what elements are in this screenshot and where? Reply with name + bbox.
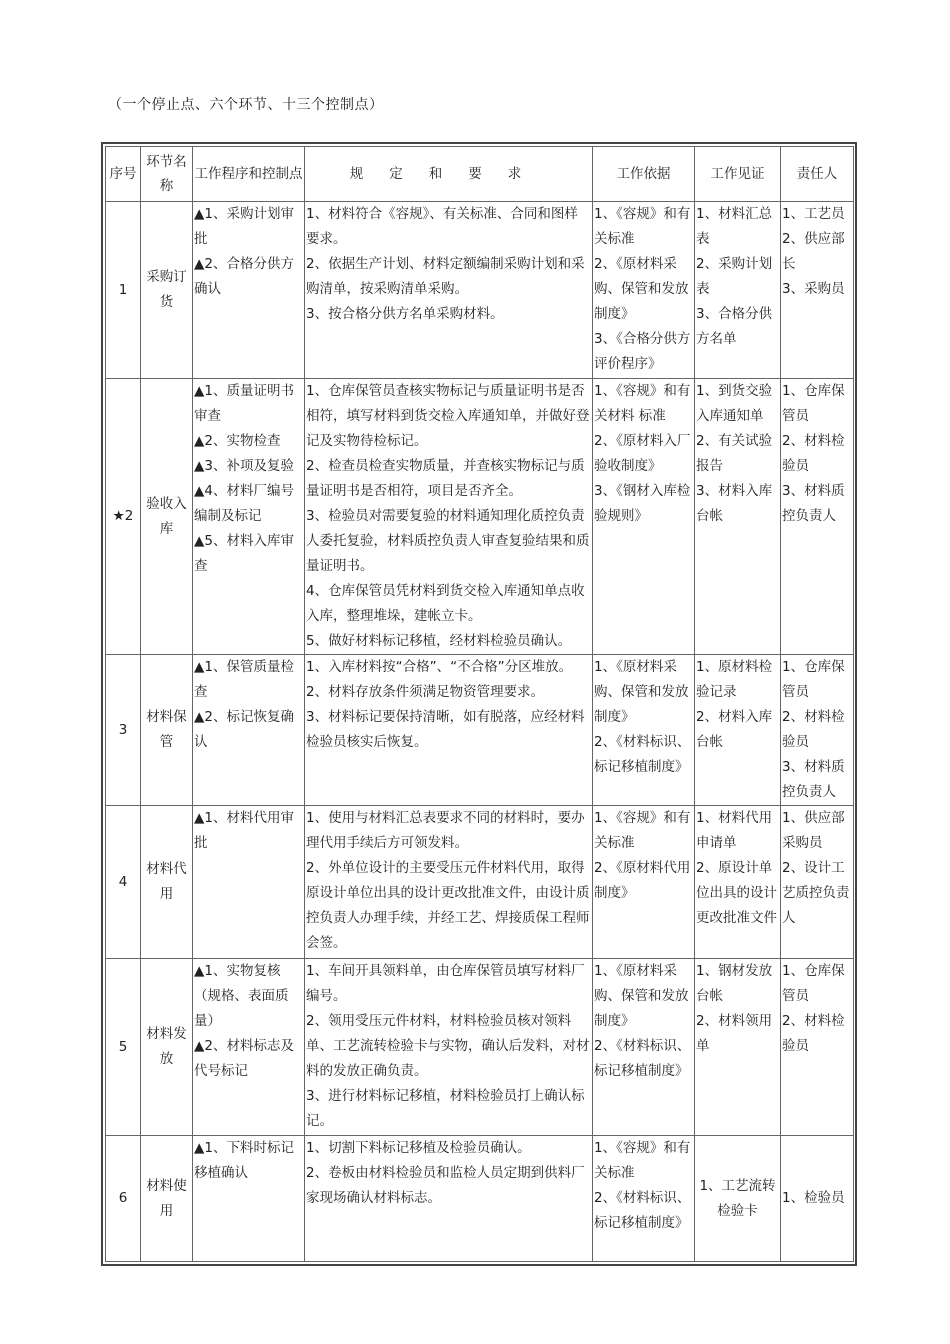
evidence-cell-line: 2、采购计划表 xyxy=(696,256,773,297)
basis-cell-line: 3、《钢材入库检验规则》 xyxy=(594,483,691,524)
procedure-cell-line: ▲4、材料厂编号编制及标记 xyxy=(194,483,294,524)
row-number-cell: 4 xyxy=(106,806,141,959)
responsible-cell-line: 2、材料检验员 xyxy=(782,709,845,750)
evidence-cell xyxy=(695,806,781,959)
basis-cell xyxy=(593,655,695,806)
row-number-cell: ★2 xyxy=(106,379,141,655)
responsible-cell-line: 2、供应部长 xyxy=(782,231,845,272)
requirements-cell-line: 2、卷板由材料检验员和监检人员定期到供料厂家现场确认材料标志。 xyxy=(306,1165,585,1206)
evidence-cell-line: 1、原材料检验记录 xyxy=(696,659,773,700)
responsible-cell-line: 3、材料质控负责人 xyxy=(782,483,845,524)
evidence-cell-line: 1、到货交验入库通知单 xyxy=(696,383,773,424)
procedure-cell xyxy=(193,959,305,1136)
responsible-cell-line: 1、供应部采购员 xyxy=(782,810,845,851)
requirements-cell xyxy=(305,379,593,655)
responsible-cell-line: 1、检验员 xyxy=(782,1190,845,1206)
basis-cell-line: 1、《容规》和有关材料 标准 xyxy=(594,383,691,424)
procedure-cell-line: ▲1、采购计划审批 xyxy=(194,206,294,247)
control-table xyxy=(105,146,854,1262)
procedure-cell xyxy=(193,202,305,379)
requirements-cell-line: 3、进行材料标记移植，材料检验员打上确认标记。 xyxy=(306,1088,585,1129)
requirements-cell-line: 3、按合格分供方名单采购材料。 xyxy=(306,306,504,322)
procedure-cell-line: ▲1、材料代用审批 xyxy=(194,810,294,851)
responsible-cell-line: 3、材料质控负责人 xyxy=(782,759,845,800)
header-procedure: 工作程序和控制点 xyxy=(193,147,305,202)
requirements-cell xyxy=(305,655,593,806)
requirements-cell xyxy=(305,202,593,379)
procedure-cell-line: ▲1、实物复核（规格、表面质量） xyxy=(194,963,289,1029)
header-row xyxy=(106,147,854,202)
requirements-cell-line: 1、入库材料按“合格”、“不合格”分区堆放。 xyxy=(306,659,573,675)
basis-cell-line: 1、《容规》和有关标准 xyxy=(594,810,691,851)
table-row xyxy=(106,1136,854,1262)
procedure-cell-line: ▲2、标记恢复确认 xyxy=(194,709,294,750)
procedure-cell-line: ▲1、保管质量检查 xyxy=(194,659,294,700)
basis-cell-line: 2、《原材料入厂验收制度》 xyxy=(594,433,691,474)
procedure-cell-line: ▲2、材料标志及代号标记 xyxy=(194,1038,294,1079)
stage-name-cell: 验收入库 xyxy=(141,379,193,655)
table-row xyxy=(106,379,854,655)
procedure-cell xyxy=(193,806,305,959)
requirements-cell-line: 2、依据生产计划、材料定额编制采购计划和采购清单，按采购清单采购。 xyxy=(306,256,585,297)
requirements-cell-line: 3、材料标记要保持清晰，如有脱落，应经材料检验员核实后恢复。 xyxy=(306,709,585,750)
basis-cell xyxy=(593,806,695,959)
evidence-cell-line: 2、材料领用单 xyxy=(696,1013,773,1054)
responsible-cell xyxy=(781,655,854,806)
evidence-cell xyxy=(695,959,781,1136)
evidence-cell xyxy=(695,202,781,379)
stage-name-cell: 材料发放 xyxy=(141,959,193,1136)
requirements-cell-line: 3、检验员对需要复验的材料通知理化质控负责人委托复验，材料质控负责人审查复验结果和质量证明书。 xyxy=(306,508,590,574)
evidence-cell xyxy=(695,1136,781,1262)
basis-cell-line: 2、《材料标识、标记移植制度》 xyxy=(594,1038,691,1079)
evidence-cell-line: 3、合格分供方名单 xyxy=(696,306,773,347)
procedure-cell-line: ▲2、实物检查 xyxy=(194,433,281,449)
requirements-cell-line: 5、做好材料标记移植，经材料检验员确认。 xyxy=(306,633,572,649)
procedure-cell-line: ▲1、下料时标记移植确认 xyxy=(194,1140,294,1181)
header-evidence: 工作见证 xyxy=(695,147,781,202)
evidence-cell xyxy=(695,379,781,655)
responsible-cell-line: 2、材料检验员 xyxy=(782,1013,845,1054)
evidence-cell xyxy=(695,655,781,806)
evidence-cell-line: 2、材料入库台帐 xyxy=(696,709,773,750)
table-row xyxy=(106,806,854,959)
table-row xyxy=(106,202,854,379)
requirements-cell-line: 1、使用与材料汇总表要求不同的材料时，要办理代用手续后方可领发料。 xyxy=(306,810,585,851)
requirements-cell-line: 2、材料存放条件须满足物资管理要求。 xyxy=(306,684,545,700)
evidence-cell-line: 2、原设计单位出具的设计更改批准文件 xyxy=(696,860,777,926)
procedure-cell-line: ▲1、质量证明书审查 xyxy=(194,383,294,424)
procedure-cell-line: ▲3、补项及复验 xyxy=(194,458,294,474)
responsible-cell-line: 2、材料检验员 xyxy=(782,433,845,474)
procedure-cell xyxy=(193,379,305,655)
requirements-cell-line: 2、领用受压元件材料，材料检验员核对领料单、工艺流转检验卡与实物，确认后发料，对材料的发放正确负责。 xyxy=(306,1013,590,1079)
table-body xyxy=(106,202,854,1262)
header-name: 环节名称 xyxy=(141,147,193,202)
requirements-cell xyxy=(305,806,593,959)
stage-name-cell: 材料代用 xyxy=(141,806,193,959)
responsible-cell xyxy=(781,806,854,959)
basis-cell xyxy=(593,202,695,379)
stage-name-cell: 材料保管 xyxy=(141,655,193,806)
header-responsible: 责任人 xyxy=(781,147,854,202)
header-no: 序号 xyxy=(106,147,141,202)
header-basis: 工作依据 xyxy=(593,147,695,202)
responsible-cell-line: 1、工艺员 xyxy=(782,206,845,222)
basis-cell-line: 1、《容规》和有关标准 xyxy=(594,1140,691,1181)
row-number-cell: 6 xyxy=(106,1136,141,1262)
responsible-cell-line: 1、仓库保管员 xyxy=(782,383,845,424)
responsible-cell-line: 3、采购员 xyxy=(782,281,845,297)
responsible-cell-line: 2、设计工艺质控负责人 xyxy=(782,860,850,926)
evidence-cell-line: 2、有关试验报告 xyxy=(696,433,773,474)
procedure-cell xyxy=(193,1136,305,1262)
row-number-cell: 1 xyxy=(106,202,141,379)
requirements-cell-line: 1、车间开具领料单，由仓库保管员填写材料厂编号。 xyxy=(306,963,585,1004)
responsible-cell xyxy=(781,1136,854,1262)
evidence-cell-line: 1、工艺流转检验卡 xyxy=(699,1177,776,1219)
requirements-cell xyxy=(305,1136,593,1262)
procedure-cell xyxy=(193,655,305,806)
table-row xyxy=(106,655,854,806)
evidence-cell-line: 3、材料入库台帐 xyxy=(696,483,773,524)
basis-cell-line: 2、《原材料采购、保管和发放制度》 xyxy=(594,256,689,322)
requirements-cell-line: 1、切割下料标记移植及检验员确认。 xyxy=(306,1140,531,1156)
basis-cell-line: 3、《合格分供方评价程序》 xyxy=(594,331,691,372)
control-table-frame xyxy=(101,142,857,1266)
evidence-cell-line: 1、钢材发放台帐 xyxy=(696,963,773,1004)
basis-cell xyxy=(593,379,695,655)
basis-cell-line: 2、《原材料代用制度》 xyxy=(594,860,691,901)
evidence-cell-line: 1、材料汇总表 xyxy=(696,206,773,247)
document-subtitle: （一个停止点、六个环节、十三个控制点） xyxy=(108,97,384,113)
basis-cell-line: 2、《材料标识、标记移植制度》 xyxy=(594,734,691,775)
responsible-cell-line: 1、仓库保管员 xyxy=(782,659,845,700)
basis-cell-line: 2、《材料标识、标记移植制度》 xyxy=(594,1190,691,1231)
responsible-cell xyxy=(781,959,854,1136)
row-number-cell: 3 xyxy=(106,655,141,806)
basis-cell-line: 1、《原材料采购、保管和发放制度》 xyxy=(594,659,689,725)
header-requirements: 规定和要求 xyxy=(305,147,593,202)
requirements-cell-line: 4、仓库保管员凭材料到货交检入库通知单点收入库，整理堆垛，建帐立卡。 xyxy=(306,583,585,624)
evidence-cell-line: 1、材料代用申请单 xyxy=(696,810,773,851)
basis-cell-line: 1、《原材料采购、保管和发放制度》 xyxy=(594,963,689,1029)
responsible-cell xyxy=(781,379,854,655)
procedure-cell-line: ▲5、材料入库审查 xyxy=(194,533,294,574)
responsible-cell xyxy=(781,202,854,379)
basis-cell xyxy=(593,1136,695,1262)
requirements-cell-line: 2、外单位设计的主要受压元件材料代用，取得原设计单位出具的设计更改批准文件，由设计质控负责人办理手续，并经工艺、焊接质保工程师会签。 xyxy=(306,860,590,951)
procedure-cell-line: ▲2、合格分供方确认 xyxy=(194,256,294,297)
requirements-cell xyxy=(305,959,593,1136)
requirements-cell-line: 1、材料符合《容规》、有关标准、合同和图样要求。 xyxy=(306,206,578,247)
row-number-cell: 5 xyxy=(106,959,141,1136)
stage-name-cell: 材料使用 xyxy=(141,1136,193,1262)
responsible-cell-line: 1、仓库保管员 xyxy=(782,963,845,1004)
table-row xyxy=(106,959,854,1136)
requirements-cell-line: 1、仓库保管员查核实物标记与质量证明书是否相符，填写材料到货交检入库通知单，并做好登记及实物待检标记。 xyxy=(306,383,590,449)
stage-name-cell: 采购订货 xyxy=(141,202,193,379)
requirements-cell-line: 2、检查员检查实物质量，并查核实物标记与质量证明书是否相符，项目是否齐全。 xyxy=(306,458,585,499)
basis-cell xyxy=(593,959,695,1136)
basis-cell-line: 1、《容规》和有关标准 xyxy=(594,206,691,247)
